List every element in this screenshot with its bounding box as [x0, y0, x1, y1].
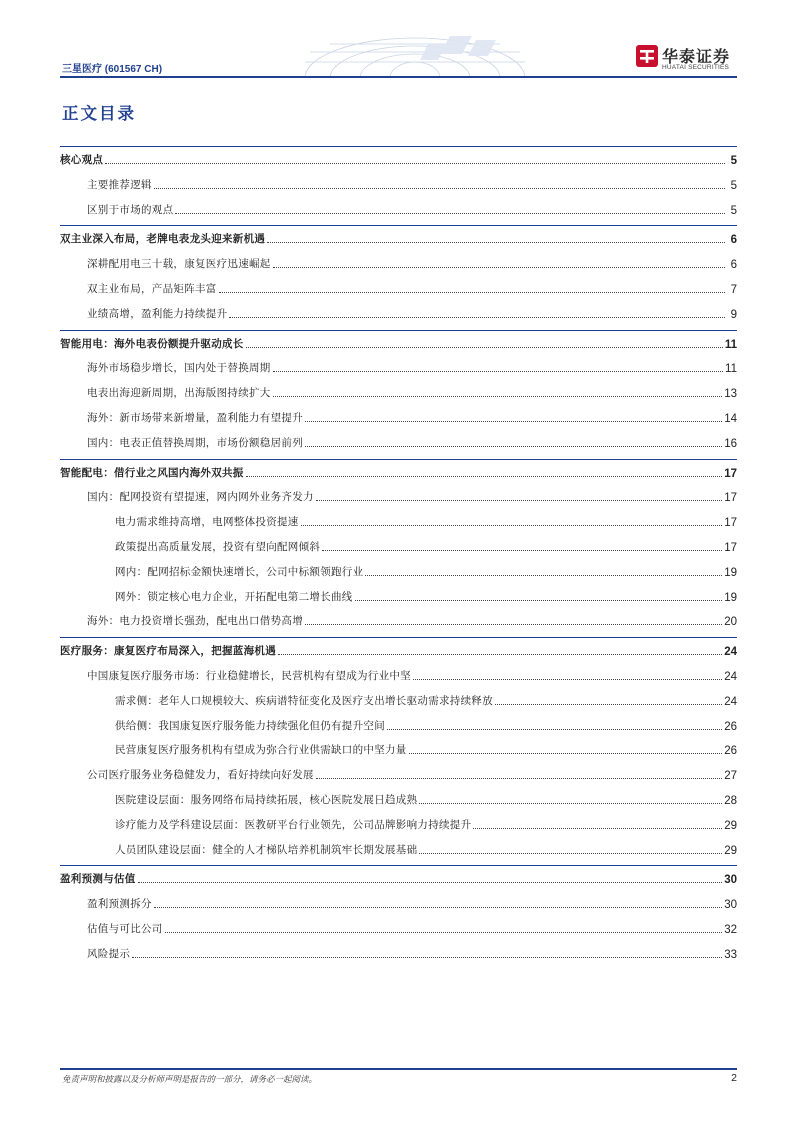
toc-entry-title: 核心观点	[60, 154, 104, 166]
toc-entry-title: 供给侧：我国康复医疗服务能力持续强化但仍有提升空间	[115, 719, 385, 732]
toc-entry-title: 公司医疗服务业务稳健发力，看好持续向好发展	[87, 769, 314, 782]
toc-dot-leader	[355, 599, 723, 601]
toc-dot-leader	[273, 266, 725, 268]
toc-dot-leader	[246, 475, 723, 477]
huatai-logo	[636, 44, 738, 76]
toc-dot-leader	[305, 445, 722, 447]
huatai-logo-mark-icon	[636, 45, 658, 67]
page-header	[0, 0, 793, 80]
toc-entry-page: 28	[724, 795, 737, 807]
toc-entry-title: 国内：电表正值替换周期，市场份额稳居前列	[87, 436, 303, 449]
toc-entry-level-3[interactable]	[60, 786, 737, 808]
toc-entry-title: 海外：新市场带来新增量，盈利能力有望提升	[87, 412, 303, 424]
toc-entry-title: 电力需求维持高增，电网整体投资提速	[115, 516, 299, 529]
logo-chinese-text: 华泰证券	[662, 47, 731, 66]
toc-entry-level-3[interactable]	[60, 811, 737, 833]
page-title: 正文目录	[62, 104, 136, 123]
globe-graphic-icon	[300, 32, 530, 78]
disclaimer-note: 免责声明和披露以及分析师声明是报告的一部分，请务必一起阅读。	[62, 1075, 318, 1085]
toc-entry-page: 33	[724, 948, 737, 961]
toc-entry-page: 11	[724, 338, 737, 351]
toc-entry-page: 24	[724, 671, 737, 683]
logo-english-text: HUATAI SECURITIES	[662, 64, 730, 71]
toc-dot-leader	[419, 852, 722, 854]
toc-dot-leader	[154, 906, 722, 908]
toc-dot-leader	[322, 549, 722, 551]
footer-divider	[60, 1068, 737, 1070]
toc-entry-title: 电表出海迎新周期，出海版图持续扩大	[87, 387, 271, 400]
toc-entry-page: 16	[724, 437, 737, 450]
toc-entry-page: 6	[730, 259, 737, 272]
toc-dot-leader	[316, 777, 722, 779]
toc-entry-title: 国内：配网投资有望提速，网内网外业务齐发力	[87, 491, 314, 504]
toc-entry-page: 7	[730, 284, 737, 296]
toc-entry-page: 24	[724, 695, 737, 708]
toc-entry-title: 盈利预测与估值	[60, 873, 136, 886]
toc-entry-level-2[interactable]	[60, 300, 737, 322]
toc-entry-title: 区别于市场的观点	[87, 203, 174, 216]
toc-entry-level-2[interactable]	[60, 171, 737, 193]
toc-entry-title: 双主业深入布局，老牌电表龙头迎来新机遇	[60, 233, 266, 246]
toc-entry-level-2[interactable]	[60, 250, 737, 272]
toc-entry-page: 19	[724, 566, 737, 579]
toc-entry-page: 30	[724, 899, 737, 912]
toc-entry-title: 主要推荐逻辑	[87, 178, 152, 191]
toc-entry-page: 32	[724, 924, 737, 936]
toc-entry-title: 政策提出高质量发展，投资有望向配网倾斜	[115, 541, 321, 553]
toc-dot-leader	[495, 703, 722, 705]
toc-dot-leader	[267, 241, 725, 243]
toc-entry-level-1[interactable]	[60, 637, 737, 659]
toc-entry-level-2[interactable]	[60, 196, 737, 218]
toc-entry-page: 29	[724, 819, 737, 832]
toc-entry-title: 网外：锁定核心电力企业，开拓配电第二增长曲线	[115, 590, 353, 603]
toc-dot-leader	[273, 395, 723, 397]
toc-entry-page: 17	[724, 517, 737, 530]
toc-dot-leader	[387, 728, 722, 730]
toc-entry-level-2[interactable]	[60, 404, 737, 426]
page-number: 2	[731, 1072, 737, 1084]
toc-entry-page: 5	[730, 204, 737, 217]
toc-entry-page: 26	[724, 720, 737, 733]
toc-entry-level-2[interactable]	[60, 354, 737, 376]
toc-entry-page: 6	[730, 234, 737, 247]
toc-entry-level-3[interactable]	[60, 583, 737, 605]
toc-entry-title: 医疗服务：康复医疗布局深入，把握蓝海机遇	[60, 645, 276, 658]
toc-entry-title: 估值与可比公司	[87, 923, 163, 935]
toc-dot-leader	[305, 420, 722, 422]
toc-entry-title: 医院建设层面：服务网络布局持续拓展，核心医院发展日趋成熟	[115, 794, 418, 806]
toc-entry-level-1[interactable]	[60, 146, 737, 168]
toc-entry-page: 13	[724, 388, 737, 401]
toc-entry-level-2[interactable]	[60, 890, 737, 912]
toc-entry-level-2[interactable]	[60, 915, 737, 937]
toc-entry-level-3[interactable]	[60, 558, 737, 580]
toc-entry-level-2[interactable]	[60, 761, 737, 783]
toc-entry-level-1[interactable]	[60, 459, 737, 481]
toc-dot-leader	[316, 499, 722, 501]
toc-entry-level-2[interactable]	[60, 379, 737, 401]
toc-entry-page: 17	[724, 492, 737, 505]
toc-entry-level-2[interactable]	[60, 429, 737, 451]
toc-entry-page: 19	[724, 591, 737, 604]
toc-entry-level-2[interactable]	[60, 275, 737, 297]
toc-entry-page: 14	[724, 413, 737, 425]
document-label: 三星医疗 (601567 CH)	[62, 64, 163, 75]
toc-entry-title: 诊疗能力及学科建设层面：医教研平台行业领先，公司品牌影响力持续提升	[115, 818, 472, 831]
toc-entry-page: 20	[724, 616, 737, 629]
toc-entry-level-1[interactable]	[60, 225, 737, 247]
toc-entry-level-3[interactable]	[60, 687, 737, 709]
toc-entry-level-3[interactable]	[60, 836, 737, 858]
toc-entry-level-2[interactable]	[60, 483, 737, 505]
toc-dot-leader	[305, 623, 722, 625]
toc-entry-level-1[interactable]	[60, 865, 737, 887]
toc-dot-leader	[301, 524, 723, 526]
toc-entry-title: 智能配电：借行业之风国内海外双共振	[60, 466, 244, 479]
toc-dot-leader	[246, 346, 723, 348]
toc-dot-leader	[365, 574, 722, 576]
toc-entry-level-3[interactable]	[60, 712, 737, 734]
toc-entry-level-2[interactable]	[60, 662, 737, 684]
toc-entry-title: 业绩高增，盈利能力持续提升	[87, 307, 228, 320]
toc-entry-level-2[interactable]	[60, 607, 737, 629]
toc-entry-page: 24	[724, 646, 737, 659]
toc-dot-leader	[273, 370, 723, 372]
toc-entry-title: 深耕配用电三十载，康复医疗迅速崛起	[87, 258, 271, 271]
toc-entry-title: 中国康复医疗服务市场：行业稳健增长，民营机构有望成为行业中坚	[87, 670, 411, 682]
toc-entry-page: 30	[724, 874, 737, 887]
toc-entry-title: 风险提示	[87, 947, 131, 960]
header-divider	[60, 76, 737, 78]
toc-dot-leader	[413, 678, 722, 680]
toc-entry-page: 11	[725, 363, 737, 376]
toc-entry-title: 海外：电力投资增长强劲，配电出口借势高增	[87, 615, 303, 628]
toc-dot-leader	[278, 653, 722, 655]
toc-entry-level-2[interactable]	[60, 940, 737, 962]
toc-entry-page: 27	[724, 770, 737, 783]
toc-entry-level-3[interactable]	[60, 508, 737, 530]
toc-dot-leader	[175, 212, 725, 214]
toc-dot-leader	[165, 931, 723, 933]
toc-dot-leader	[219, 291, 725, 293]
toc-entry-page: 29	[724, 844, 737, 857]
toc-dot-leader	[105, 162, 725, 164]
toc-entry-title: 网内：配网招标金额快速增长，公司中标额领跑行业	[115, 565, 364, 578]
toc-entry-level-3[interactable]	[60, 533, 737, 555]
toc-entry-page: 17	[724, 467, 737, 480]
toc-dot-leader	[419, 802, 722, 804]
toc-entry-title: 盈利预测拆分	[87, 898, 152, 911]
toc-dot-leader	[138, 881, 723, 883]
toc-entry-title: 民营康复医疗服务机构有望成为弥合行业供需缺口的中坚力量	[115, 744, 407, 757]
toc-entry-level-1[interactable]	[60, 330, 737, 352]
toc-dot-leader	[229, 316, 725, 318]
toc-dot-leader	[132, 956, 722, 958]
toc-entry-title: 双主业布局，产品矩阵丰富	[87, 283, 217, 295]
toc-entry-title: 人员团队建设层面：健全的人才梯队培养机制筑牢长期发展基础	[115, 843, 418, 856]
toc-dot-leader	[154, 187, 725, 189]
toc-entry-page: 17	[724, 542, 737, 554]
toc-dot-leader	[473, 827, 722, 829]
toc-entry-level-3[interactable]	[60, 736, 737, 758]
toc-entry-page: 5	[730, 155, 737, 167]
toc-entry-title: 需求侧：老年人口规模较大、疾病谱特征变化及医疗支出增长驱动需求持续释放	[115, 694, 493, 707]
toc-dot-leader	[409, 752, 723, 754]
toc-entry-title: 海外市场稳步增长，国内处于替换周期	[87, 362, 271, 375]
toc-entry-page: 9	[730, 308, 737, 321]
toc-entry-page: 26	[724, 745, 737, 758]
toc-entry-page: 5	[730, 179, 737, 192]
toc-entry-title: 智能用电：海外电表份额提升驱动成长	[60, 337, 244, 350]
